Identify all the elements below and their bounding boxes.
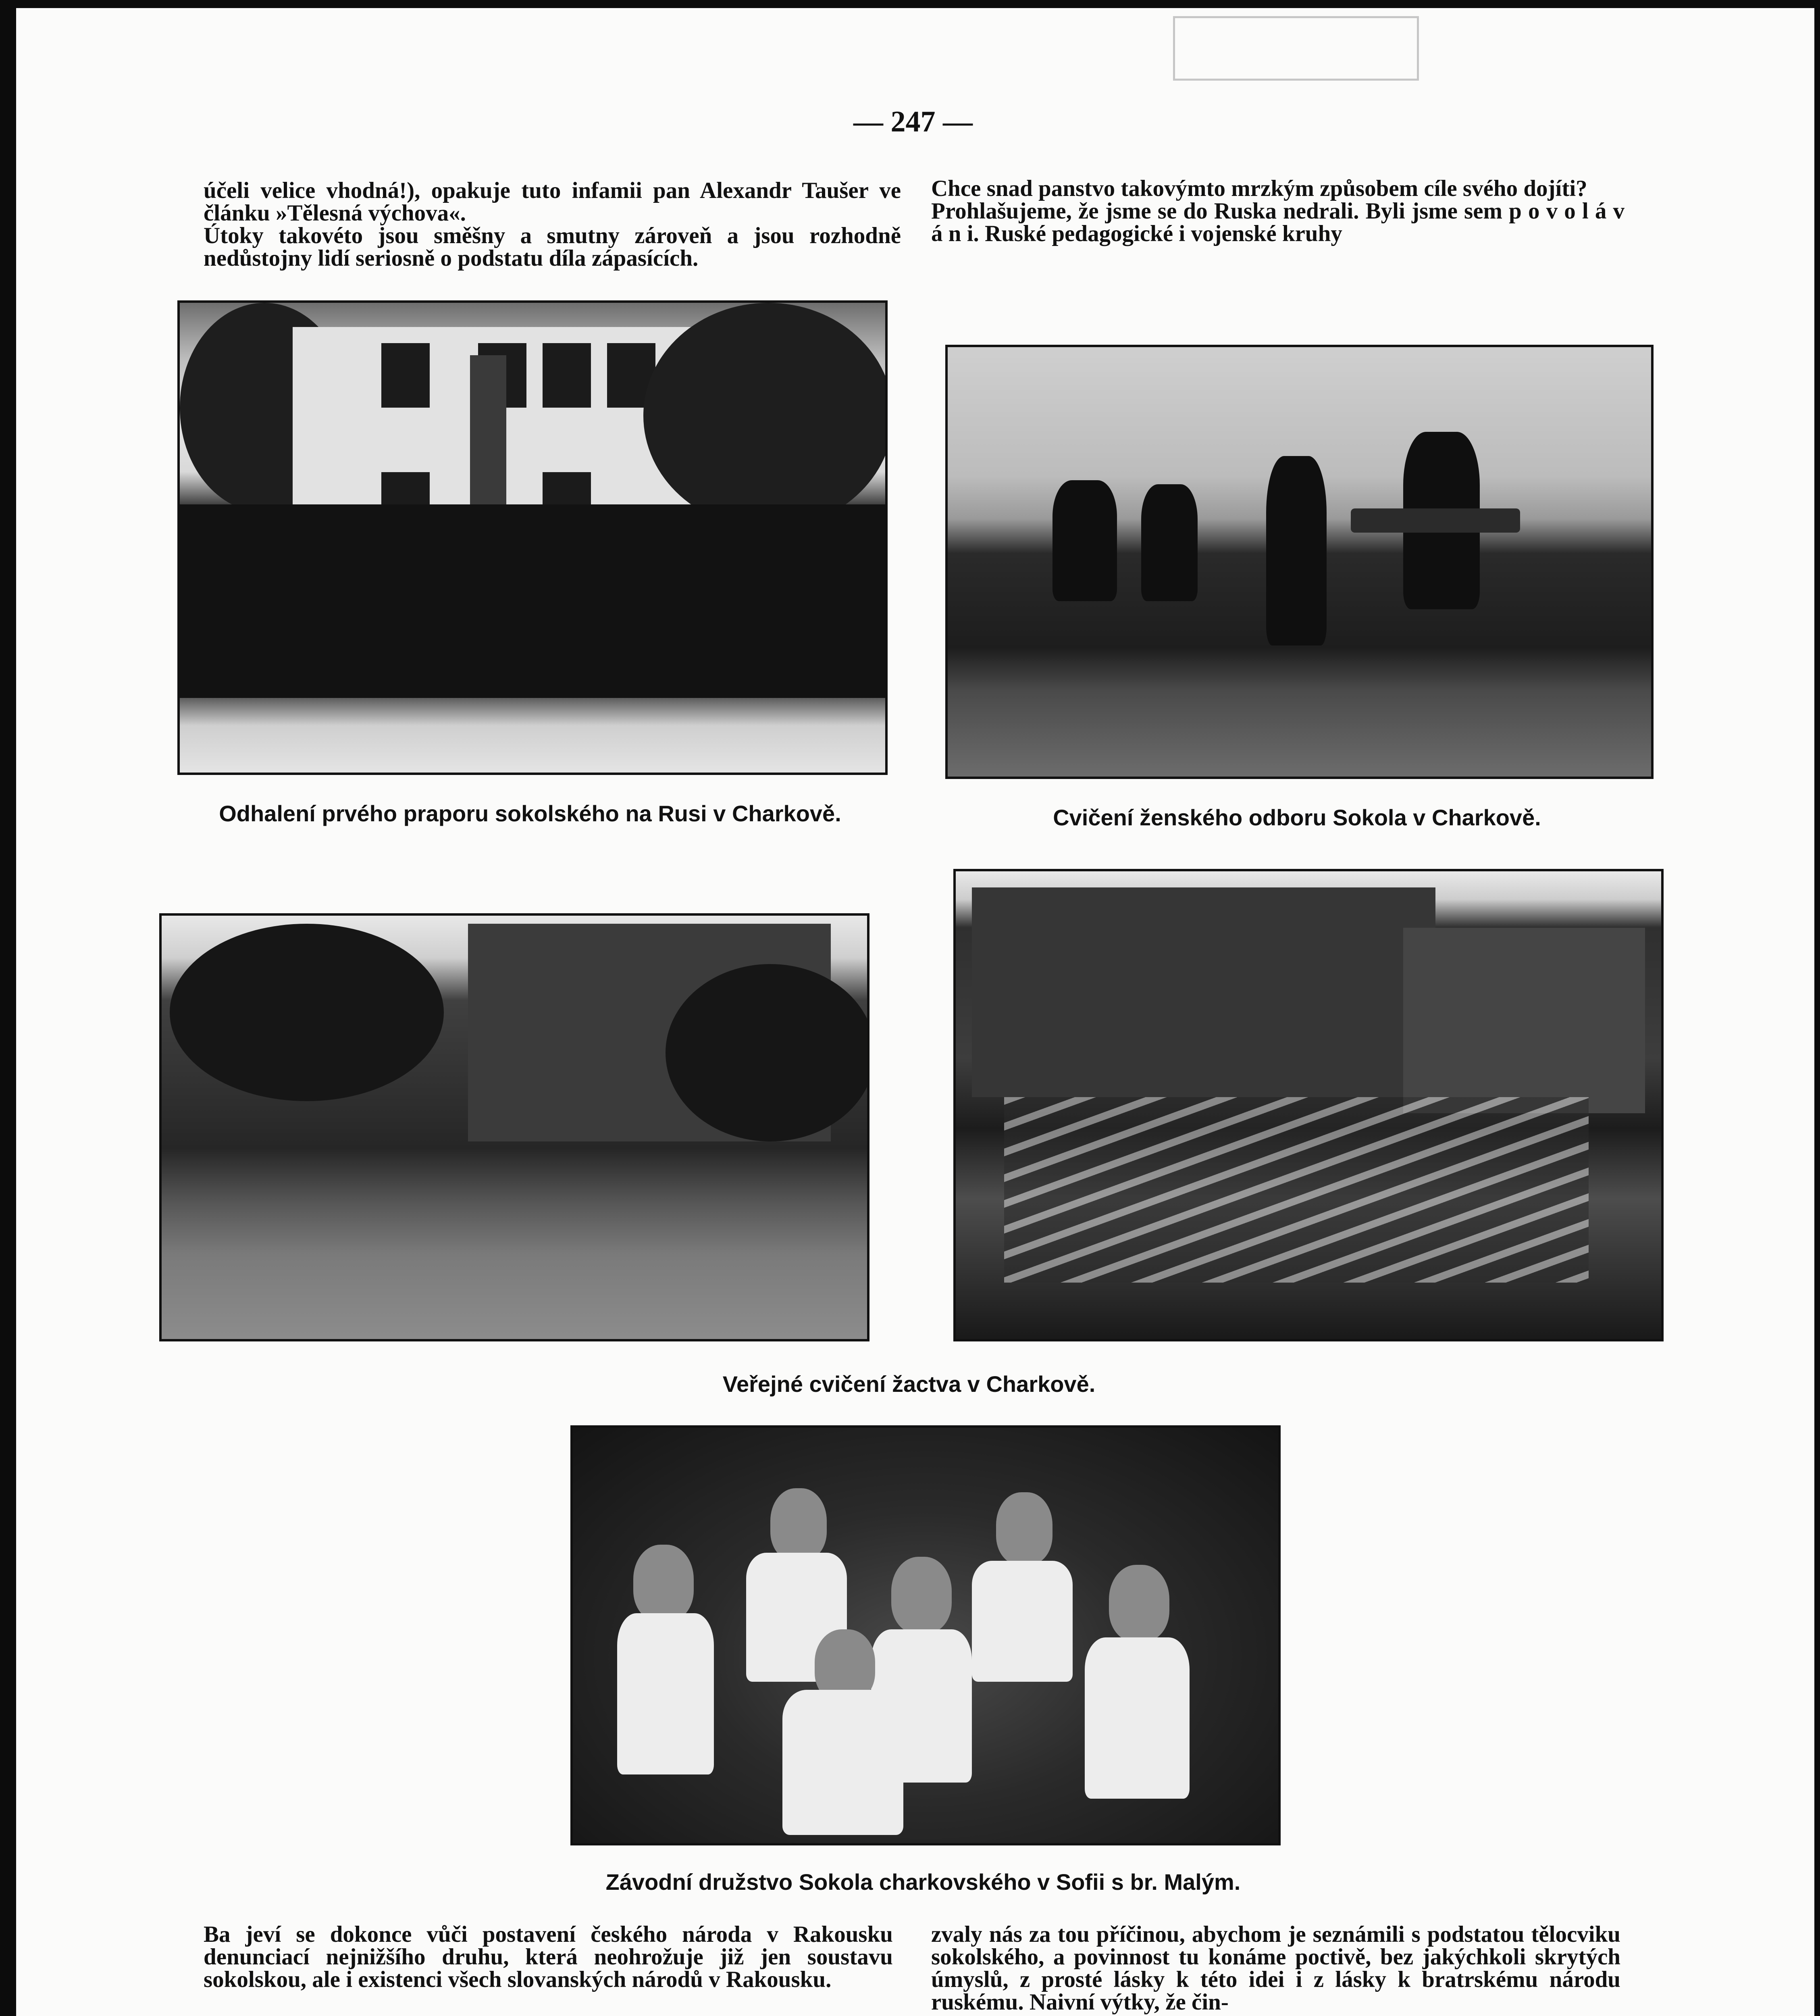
library-stamp	[1173, 16, 1419, 81]
scan-border-top	[0, 0, 1820, 8]
text-bottom-right: zvaly nás za tou příčinou, abychom je seznámili s podstatou tělocviku sokolského, a povinnost tu konáme poctivě, bez jakýchkoli skrytých úmyslů, z prosté lásky k této idei i z lásky k bratrskému národu ruskému. Naivní výtky, že čin-	[931, 1922, 1620, 2015]
photo-schoolyard-exercise	[159, 913, 869, 1341]
text-top-left: účeli velice vhodná!), opakuje tuto infamii pan Alexandr Taušer ve článku »Tělesná výchova«. Útoky takovéto jsou směšny a smutny zároveň a jsou rozhodně nedůstojny lidí seriosně o podstatu díla zápasících.	[204, 178, 901, 271]
scan-border-right	[1814, 0, 1820, 2016]
scan-border-left	[0, 0, 16, 2016]
photo-flag-unveiling	[177, 300, 888, 775]
text-bottom-left: Ba jeví se dokonce vůči postavení českého národa v Rakousku denunciací nejnižšího druhu, která neohrožuje již jen soustavu sokolskou, ale i existenci všech slovanských národů v Rakousku.	[204, 1922, 893, 1992]
photo-competition-team	[570, 1425, 1281, 1845]
text-top-right: Chce snad panstvo takovýmto mrzkým způsobem cíle svého dojíti? Prohlašujeme, že jsme se do Ruska nedrali. Byli jsme sem p o v o l á v á n i. Ruské pedagogické i vojenské kruhy	[931, 176, 1624, 246]
photo-womens-exercise	[945, 345, 1654, 779]
caption-photo5: Závodní družstvo Sokola charkovského v Sofii s br. Malým.	[605, 1869, 1241, 1895]
caption-photo2: Cvičení ženského odboru Sokola v Charkově.	[1053, 805, 1541, 830]
photo-public-exercise	[953, 869, 1664, 1341]
page-number: — 247 —	[853, 105, 973, 138]
caption-photo1: Odhalení prvého praporu sokolského na Rusi v Charkově.	[219, 801, 841, 826]
caption-photos-3-4: Veřejné cvičení žactva v Charkově.	[722, 1371, 1096, 1397]
